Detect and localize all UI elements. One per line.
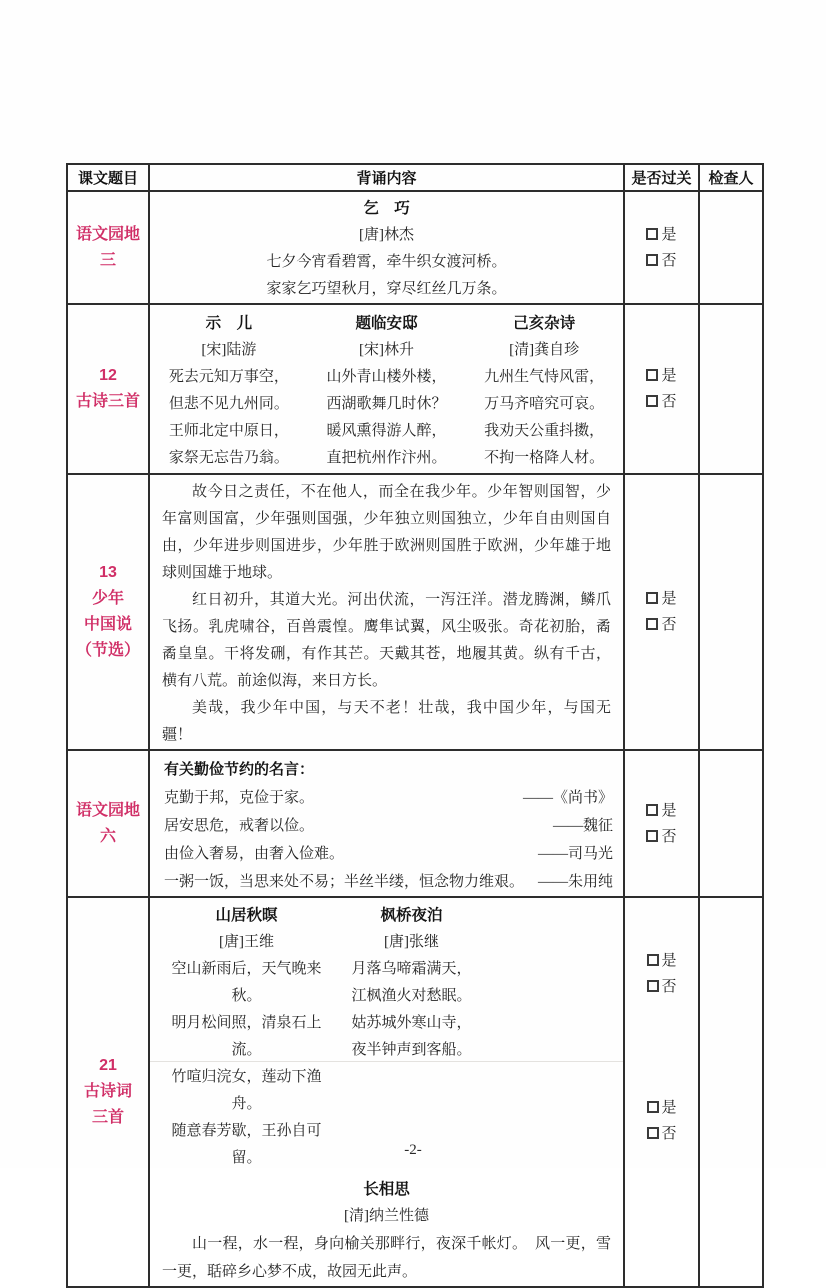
lesson-title-line: 21 xyxy=(99,1057,117,1074)
poem-title: 己亥杂诗 xyxy=(513,315,576,332)
col-header-recite-content: 背诵内容 xyxy=(149,164,624,191)
prose-text xyxy=(150,475,623,749)
lesson-title-line: 三首 xyxy=(91,1109,124,1126)
poem-line: 江枫渔火对愁眠。 xyxy=(351,988,472,1004)
poem-line: 家家乞巧望秋月，穿尽红丝几万条。 xyxy=(266,281,507,297)
pass-checkbox-group xyxy=(646,586,676,638)
checkbox-label: 否 xyxy=(661,394,677,410)
poem-title: 乞 巧 xyxy=(363,200,410,217)
poem xyxy=(329,902,494,1172)
poem-line: 空山新雨后，天气晚来秋。 xyxy=(171,961,322,1004)
col-header-pass: 是否过关 xyxy=(624,164,699,191)
checkbox-icon[interactable] xyxy=(646,1127,658,1139)
table-row xyxy=(67,897,763,1287)
poem-line: 七夕今宵看碧霄，牵牛织女渡河桥。 xyxy=(266,254,507,270)
page-number: -2- xyxy=(404,1142,422,1158)
poem-title: 枫桥夜泊 xyxy=(380,907,443,924)
poem-line: 姑苏城外寒山寺， xyxy=(351,1015,472,1031)
poem-line: 王师北定中原日， xyxy=(168,423,289,439)
quote-source: ——《尚书》 xyxy=(522,790,613,806)
checkbox-label: 否 xyxy=(661,828,677,845)
pass-cell xyxy=(624,897,699,1287)
pass-cell xyxy=(624,304,699,474)
pass-checkbox-group xyxy=(646,798,676,850)
pass-option-no[interactable] xyxy=(646,248,676,274)
poem-line: 明月松间照，清泉石上流。 xyxy=(171,1015,322,1058)
pass-checkbox-group xyxy=(646,948,676,1000)
poem-line: 不拘一格降人材。 xyxy=(484,450,605,466)
checkbox-label: 否 xyxy=(661,1126,677,1142)
pass-option-yes[interactable] xyxy=(646,222,676,248)
recite-content-cell xyxy=(149,897,624,1287)
recite-content-cell xyxy=(149,191,624,304)
checker-cell xyxy=(699,474,763,750)
quote-line xyxy=(164,868,613,896)
poem-author: [唐]王维 xyxy=(219,934,274,950)
table-row xyxy=(67,474,763,750)
checker-cell xyxy=(699,304,763,474)
poem-line: 随意春芳歇，王孙自可留。 xyxy=(171,1123,322,1166)
quote-text: 一粥一饭，当思来处不易；半丝半缕，恒念物力维艰。 xyxy=(164,874,525,890)
checker-cell xyxy=(699,750,763,897)
poem-author: [清]纳兰性德 xyxy=(344,1208,429,1224)
poem-line: 九州生气恃风雷， xyxy=(484,369,605,385)
checkbox-icon[interactable] xyxy=(646,954,658,966)
checkbox-label: 是 xyxy=(661,368,677,384)
lesson-title-cell xyxy=(67,750,149,897)
checkbox-icon[interactable] xyxy=(646,1101,658,1113)
poem-title: 长相思 xyxy=(363,1181,410,1198)
poem-line: 暖风熏得游人醉， xyxy=(326,423,447,439)
quotes-block xyxy=(150,751,623,896)
checkbox-label: 否 xyxy=(661,252,677,269)
poem xyxy=(150,192,623,303)
poem-line: 我劝天公重抖擞， xyxy=(484,423,605,439)
lesson-title-line: 三 xyxy=(99,251,116,269)
checkbox-label: 是 xyxy=(661,226,677,243)
checkbox-label: 是 xyxy=(661,591,677,607)
lesson-title-line: 12 xyxy=(99,367,117,384)
lesson-title-cell xyxy=(67,897,149,1287)
pass-checkbox-group xyxy=(646,363,676,415)
poem-line: 西湖歌舞几时休？ xyxy=(326,396,447,412)
checkbox-label: 否 xyxy=(661,617,677,633)
quotes-heading: 有关勤俭节约的名言： xyxy=(164,761,315,778)
poem-author: [唐]林杰 xyxy=(359,227,414,243)
prose-paragraph: 故今日之责任，不在他人，而全在我少年。少年智则国智，少年富则国富，少年强则国强，少年独立则国独立，少年自由则国自由，少年进步则国进步，少年胜于欧洲则国胜于欧洲，少年雄于地球则国雄于地球。 xyxy=(162,484,611,581)
checkbox-label: 否 xyxy=(661,979,677,995)
prose-paragraph: 红日初升，其道大光。河出伏流，一泻汪洋。潜龙腾渊，鳞爪飞扬。乳虎啸谷，百兽震惶。鹰隼试翼，风尘吸张。奇花初胎，矞矞皇皇。干将发硎，有作其芒。天戴其苍，地履其黄。纵有千古，横有八荒。前途似海，来日方长。 xyxy=(162,592,611,689)
quote-text: 克勤于邦，克俭于家。 xyxy=(164,790,315,806)
poem-line: 山外青山楼外楼， xyxy=(326,369,447,385)
pass-option-no[interactable] xyxy=(646,974,676,1000)
checkbox-label: 是 xyxy=(661,802,677,819)
poem xyxy=(164,902,329,1172)
recite-content-cell xyxy=(149,474,624,750)
poem-author: [宋]林升 xyxy=(359,342,414,358)
lesson-title-line: 语文园地 xyxy=(75,225,140,243)
lesson-title-line: 古诗三首 xyxy=(75,393,140,410)
pass-option-yes[interactable] xyxy=(646,798,676,824)
checkbox-icon[interactable] xyxy=(646,830,658,842)
pass-option-no[interactable] xyxy=(646,389,676,415)
quote-source: ——魏征 xyxy=(552,818,613,834)
table-row xyxy=(67,191,763,304)
poem-line: 死去元知万事空， xyxy=(168,369,289,385)
recite-content-cell xyxy=(149,750,624,897)
header-row xyxy=(67,164,763,191)
poem-line: 家祭无忘告乃翁。 xyxy=(168,450,289,466)
poem-columns xyxy=(150,306,623,472)
lesson-title-line: （节选） xyxy=(75,642,140,659)
checkbox-label: 是 xyxy=(661,953,677,969)
checkbox-icon[interactable] xyxy=(646,395,658,407)
col-header-checker: 检查人 xyxy=(699,164,763,191)
poem-author: [宋]陆游 xyxy=(201,342,257,358)
ci-poem-text: 山一程，水一程，身向榆关那畔行，夜深千帐灯。 风一更，雪一更，聒碎乡心梦不成，故园无此声。 xyxy=(162,1236,611,1280)
lesson-title-cell xyxy=(67,304,149,474)
pass-option-yes[interactable] xyxy=(646,363,676,389)
col-header-lesson-title: 课文题目 xyxy=(67,164,149,191)
poem-line: 万马齐喑究可哀。 xyxy=(484,396,605,412)
lesson-title-line: 古诗词 xyxy=(83,1083,132,1100)
pass-cell xyxy=(624,474,699,750)
checkbox-icon[interactable] xyxy=(646,592,658,604)
poem-author: [唐]张继 xyxy=(384,934,439,950)
lesson-title-line: 六 xyxy=(99,827,116,845)
checkbox-icon[interactable] xyxy=(646,618,658,630)
checkbox-icon[interactable] xyxy=(646,254,658,266)
table-row xyxy=(67,304,763,474)
poem-title: 山居秋暝 xyxy=(215,907,278,924)
lesson-title-cell xyxy=(67,474,149,750)
quote-text: 居安思危，戒奢以俭。 xyxy=(164,818,315,834)
poem-line: 夜半钟声到客船。 xyxy=(351,1042,472,1058)
checkbox-label: 是 xyxy=(661,1100,677,1116)
pass-option-no[interactable] xyxy=(646,612,676,638)
scan-artifact-line xyxy=(150,1061,623,1062)
pass-option-yes[interactable] xyxy=(646,948,676,974)
poem-line: 月落乌啼霜满天， xyxy=(351,961,472,977)
poem-title: 题临安邸 xyxy=(355,315,418,332)
quote-line xyxy=(164,784,613,812)
quote-line xyxy=(164,812,613,840)
poem xyxy=(308,310,466,472)
table-row xyxy=(67,750,763,897)
pass-cell xyxy=(624,191,699,304)
lesson-title-line: 13 xyxy=(99,564,117,581)
quote-text: 由俭入奢易，由奢入俭难。 xyxy=(164,846,345,862)
lesson-title-line: 语文园地 xyxy=(75,801,140,819)
poem-line: 直把杭州作汴州。 xyxy=(326,450,447,466)
checkbox-icon[interactable] xyxy=(646,980,658,992)
pass-option-yes[interactable] xyxy=(646,586,676,612)
pass-cell xyxy=(624,750,699,897)
checkbox-icon[interactable] xyxy=(646,804,658,816)
checker-cell xyxy=(699,897,763,1287)
quote-source: ——司马光 xyxy=(537,846,613,862)
poem xyxy=(150,310,308,472)
lesson-title-line: 少年 xyxy=(91,590,124,607)
pass-option-no[interactable] xyxy=(646,824,676,850)
poem-title: 示 儿 xyxy=(205,315,253,332)
quote-source: ——朱用纯 xyxy=(537,874,613,890)
lesson-title-line: 中国说 xyxy=(83,616,132,633)
pass-checkbox-group xyxy=(646,222,676,274)
ci-poem xyxy=(150,1172,623,1230)
pass-checkbox-group xyxy=(646,1095,676,1147)
poem-columns xyxy=(164,898,494,1172)
recitation-table xyxy=(66,163,764,1288)
poem-line: 竹喧归浣女，莲动下渔舟。 xyxy=(171,1069,322,1112)
lesson-title-cell xyxy=(67,191,149,304)
poem xyxy=(465,310,623,472)
prose-paragraph: 美哉，我少年中国，与天不老！壮哉，我中国少年，与国无疆！ xyxy=(162,700,611,743)
poem-line: 但悲不见九州同。 xyxy=(168,396,289,412)
checkbox-icon[interactable] xyxy=(646,369,658,381)
recite-content-cell xyxy=(149,304,624,474)
pass-option-yes[interactable] xyxy=(646,1095,676,1121)
quote-line xyxy=(164,840,613,868)
poem-author: [清]龚自珍 xyxy=(509,342,580,358)
checkbox-icon[interactable] xyxy=(646,228,658,240)
checker-cell xyxy=(699,191,763,304)
